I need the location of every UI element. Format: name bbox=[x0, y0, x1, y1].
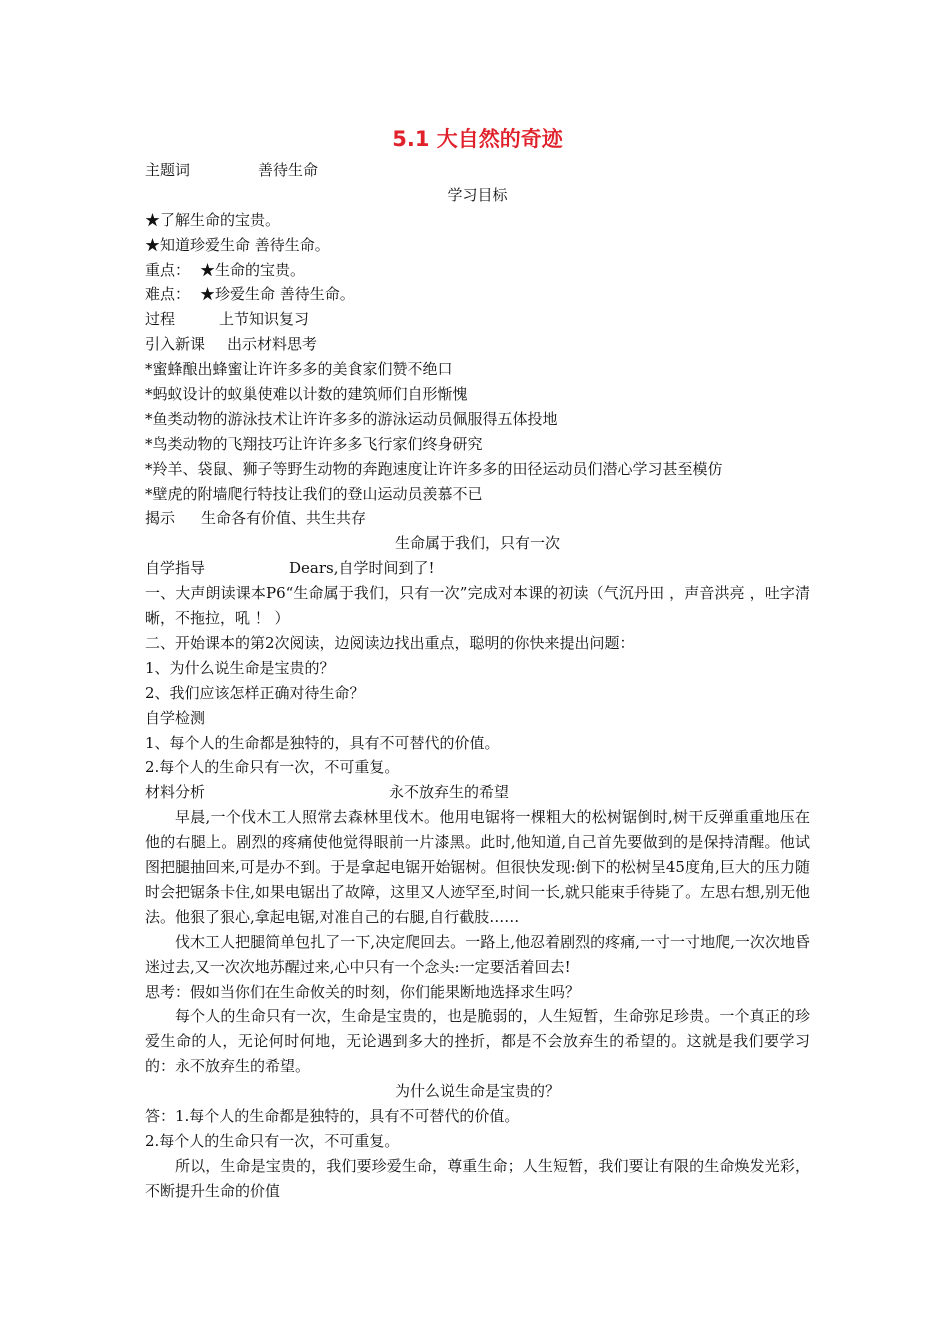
check-item: 1、每个人的生命都是独特的，具有不可替代的价值。 bbox=[145, 733, 500, 752]
fact-item: *鸟类动物的飞翔技巧让许许多多飞行家们终身研究 bbox=[145, 434, 483, 453]
process-label: 过程 bbox=[145, 310, 176, 329]
process-value: 上节知识复习 bbox=[219, 310, 310, 329]
study-step: 二、开始课本的第2次阅读，边阅读边找出重点，聪明的你快来提出问题： bbox=[145, 633, 635, 652]
question-item: 1、为什么说生命是宝贵的？ bbox=[145, 658, 335, 677]
key-label: 重点： bbox=[145, 260, 191, 279]
selfstudy-label: 自学指导 bbox=[145, 559, 206, 578]
question-item: 2、我们应该怎样正确对待生命？ bbox=[145, 683, 365, 702]
goal-item: ★知道珍爱生命 善待生命。 bbox=[145, 235, 330, 254]
reveal-line bbox=[145, 506, 810, 531]
material-line bbox=[145, 780, 810, 805]
theme-line bbox=[145, 158, 810, 183]
material-label: 材料分析 bbox=[145, 783, 206, 802]
difficult-label: 难点： bbox=[145, 285, 191, 304]
section-heading: 生命属于我们，只有一次 bbox=[394, 534, 560, 553]
material-heading: 永不放弃生的希望 bbox=[389, 783, 510, 802]
document-title: 5.1 大自然的奇迹 bbox=[392, 127, 563, 151]
theme-label: 主题词 bbox=[145, 161, 191, 179]
reveal-value: 生命各有价值、共生共存 bbox=[201, 509, 367, 528]
check-item: 2.每个人的生命只有一次，不可重复。 bbox=[145, 758, 400, 777]
story-paragraph: 伐木工人把腿简单包扎了一下,决定爬回去。一路上,他忍着剧烈的疼痛,一寸一寸地爬,一次次地昏迷过去,又一次次地苏醒过来,心中只有一个念头:一定要活着回去! bbox=[145, 932, 810, 976]
selfstudy-value: Dears,自学时间到了! bbox=[289, 559, 435, 578]
goal-item: ★了解生命的宝贵。 bbox=[145, 210, 281, 229]
selfstudy-line bbox=[145, 556, 810, 581]
fact-item: *蜜蜂酿出蜂蜜让许许多多的美食家们赞不绝口 bbox=[145, 360, 453, 379]
key-value: ★生命的宝贵。 bbox=[200, 260, 306, 279]
intro-value: 出示材料思考 bbox=[227, 335, 318, 354]
story-paragraph: 早晨,一个伐木工人照常去森林里伐木。他用电锯将一棵粗大的松树锯倒时,树干反弹重重地压在他的右腿上。剧烈的疼痛使他觉得眼前一片漆黑。此时,他知道,自己首先要做到的是保持清醒。他试图把腿抽回来,可是办不到。于是拿起电锯开始锯树。但很快发现:倒下的松树呈45度角,巨大的压力随时会把锯条卡住,如果电锯出了故障，这里又人迹罕至,时间一长,就只能束手待毙了。左思右想,别无他法。他狠了狠心,拿起电锯,对准自己的右腿,自行截肢…… bbox=[145, 808, 810, 926]
answer-item: 答：1.每个人的生命都是独特的，具有不可替代的价值。 bbox=[145, 1107, 520, 1126]
check-label: 自学检测 bbox=[145, 708, 206, 727]
intro-line bbox=[145, 332, 810, 357]
fact-item: *羚羊、袋鼠、狮子等野生动物的奔跑速度让许许多多的田径运动员们潜心学习甚至模仿 bbox=[145, 459, 723, 478]
answer-item: 2.每个人的生命只有一次，不可重复。 bbox=[145, 1131, 400, 1150]
summary-paragraph: 每个人的生命只有一次，生命是宝贵的，也是脆弱的，人生短暂，生命弥足珍贵。一个真正的珍爱生命的人，无论何时何地，无论遇到多大的挫折，都是不会放弃生的希望的。这就是我们要学习的：永不放弃生的希望。 bbox=[145, 1007, 810, 1076]
reveal-label: 揭示 bbox=[145, 509, 176, 528]
fact-item: *蚂蚁设计的蚁巢使难以计数的建筑师们自形惭愧 bbox=[145, 385, 468, 404]
fact-item: *壁虎的附墙爬行特技让我们的登山运动员羡慕不已 bbox=[145, 484, 483, 503]
theme-value: 善待生命 bbox=[258, 161, 319, 179]
document-page bbox=[145, 120, 810, 1204]
intro-label: 引入新课 bbox=[145, 335, 206, 354]
section-heading: 为什么说生命是宝贵的？ bbox=[394, 1082, 560, 1101]
conclusion-paragraph: 所以，生命是宝贵的，我们要珍爱生命，尊重生命；人生短暂，我们要让有限的生命焕发光彩，不断提升生命的价值 bbox=[145, 1156, 810, 1200]
study-step: 一、大声朗读课本P6“生命属于我们，只有一次”完成对本课的初读（气沉丹田 ，声音洪亮 ，吐字清晰，不拖拉，吼 ！ ） bbox=[145, 584, 810, 628]
process-line bbox=[145, 307, 810, 332]
think-question: 思考：假如当你们在生命攸关的时刻，你们能果断地选择求生吗？ bbox=[145, 982, 581, 1001]
difficult-value: ★珍爱生命 善待生命。 bbox=[200, 285, 355, 304]
difficult-point-line bbox=[145, 282, 810, 307]
key-point-line bbox=[145, 258, 810, 283]
goals-heading: 学习目标 bbox=[447, 185, 508, 204]
fact-item: *鱼类动物的游泳技术让许许多多的游泳运动员佩服得五体投地 bbox=[145, 409, 558, 428]
